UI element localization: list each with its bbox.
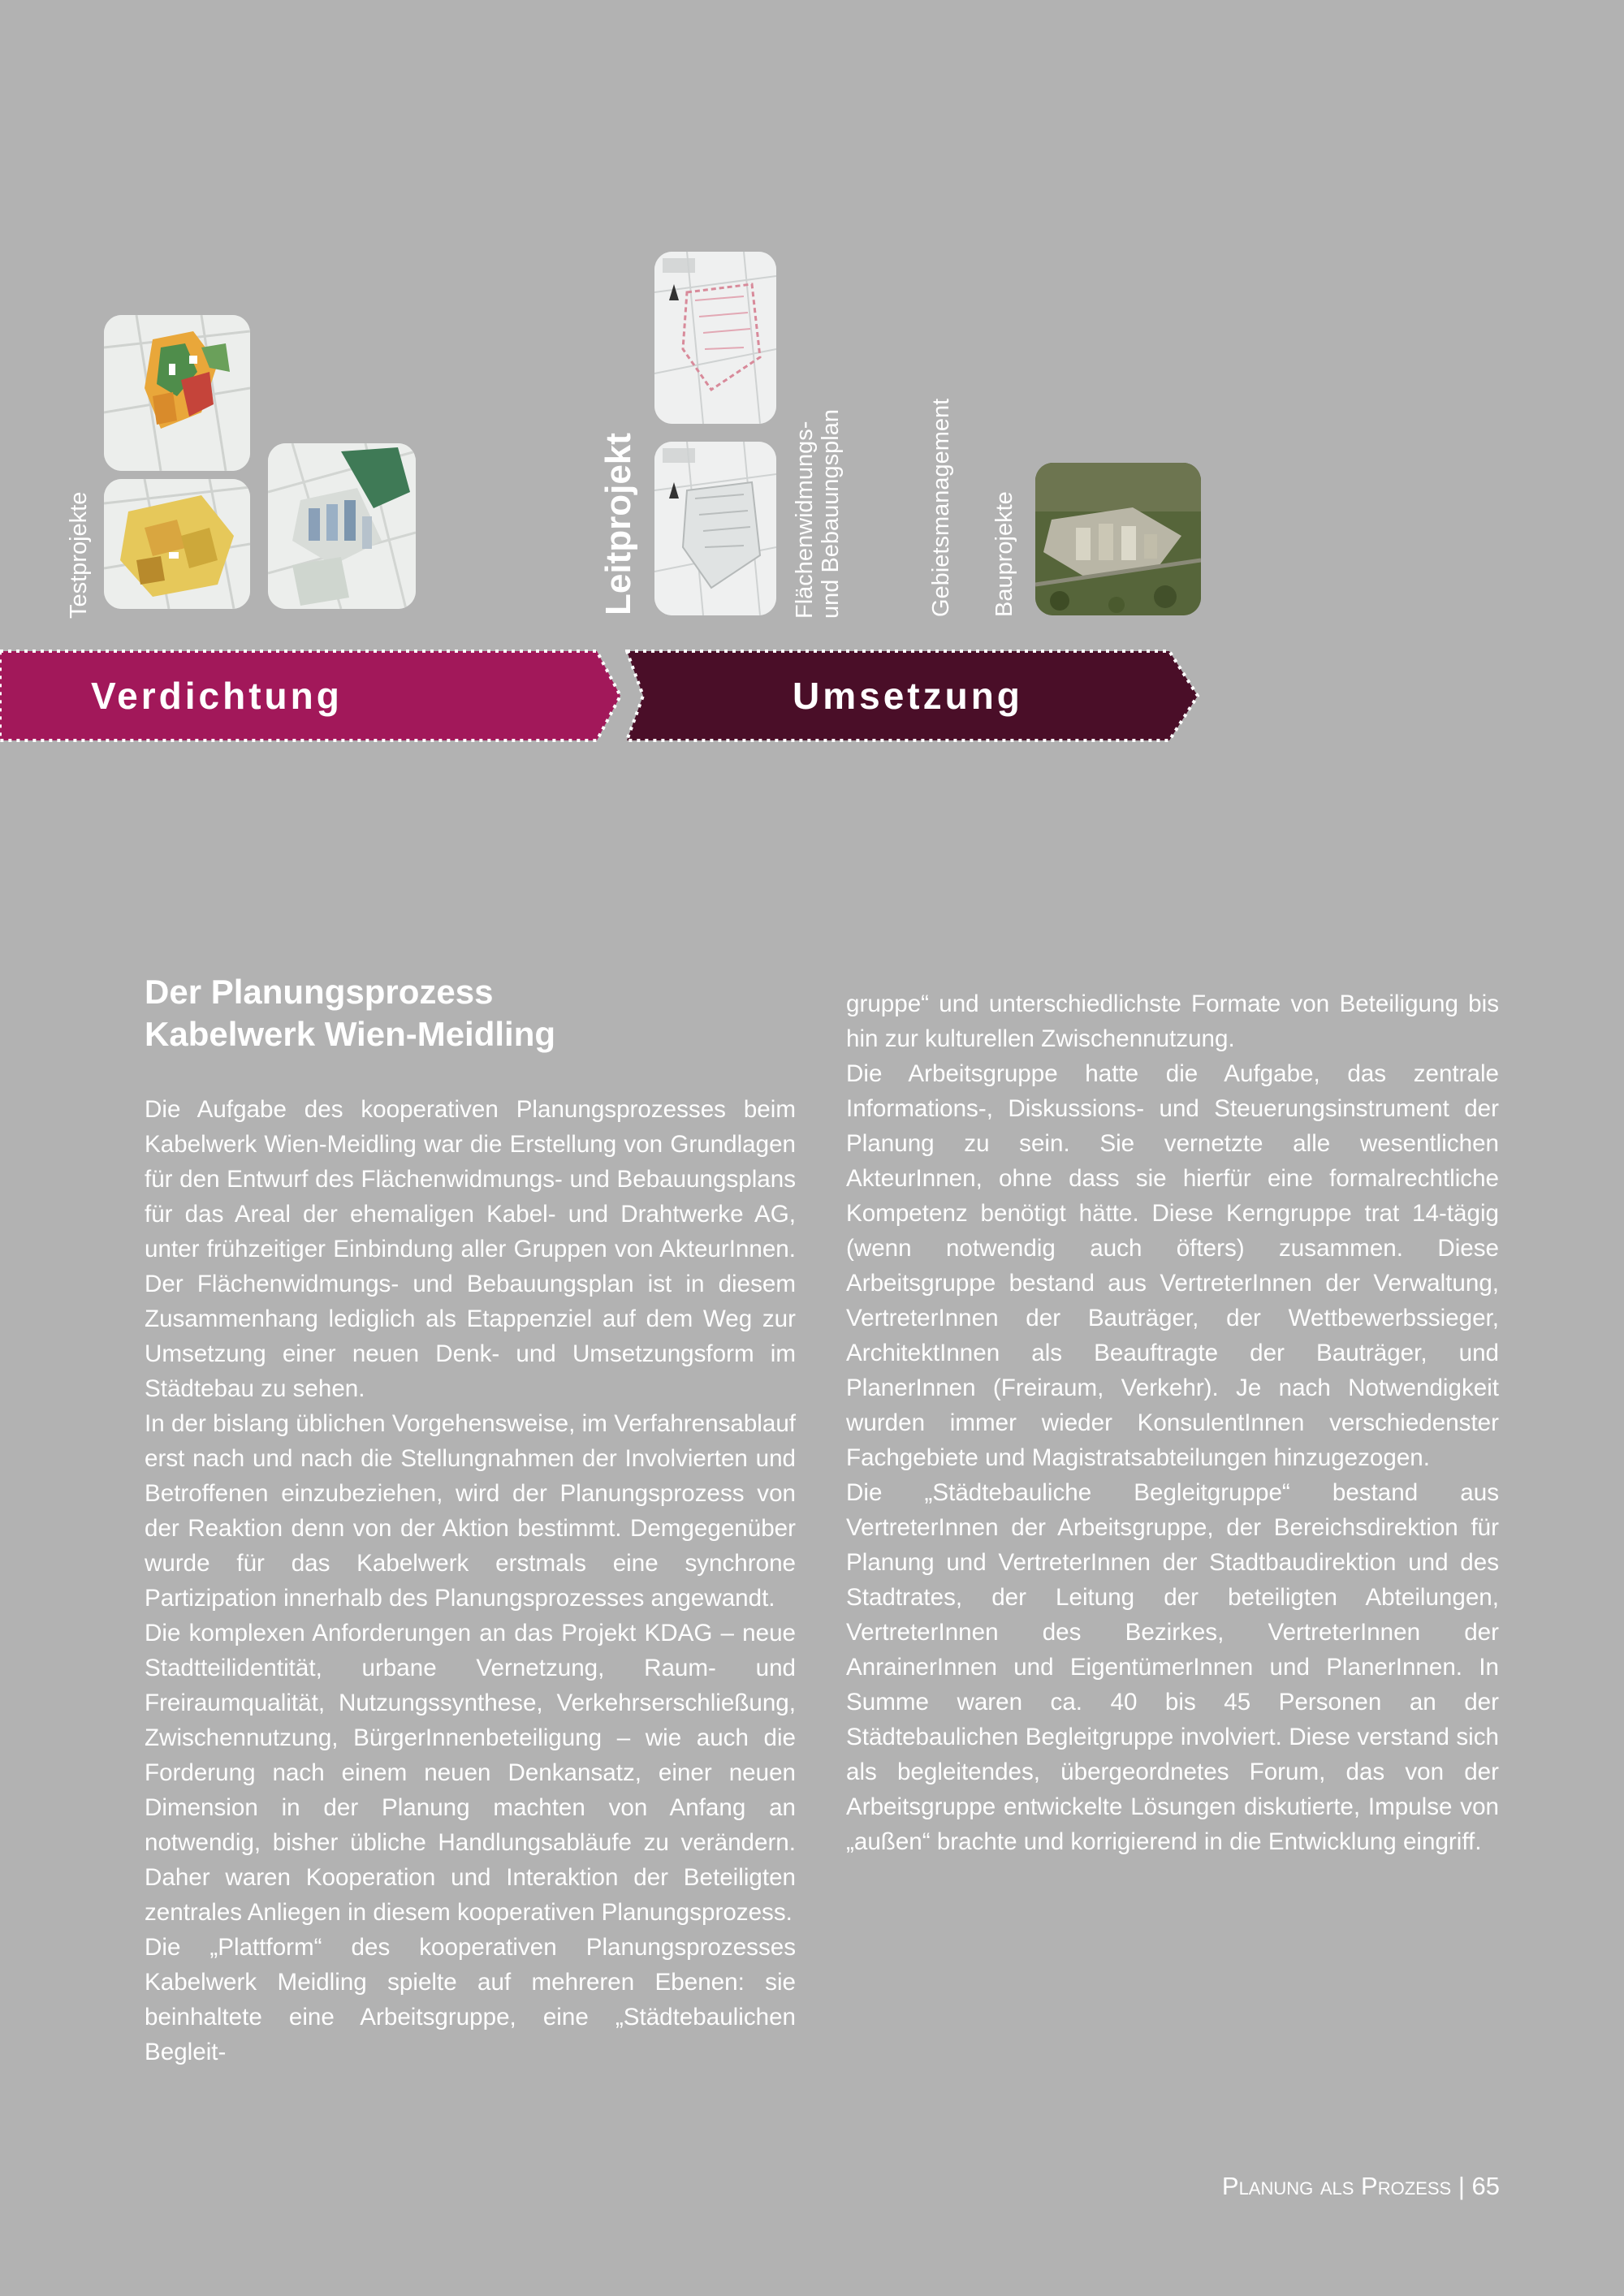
paragraph: Die „Städtebauliche Begleitgruppe“ bestand aus VertreterInnen der Arbeitsgruppe, der Bereichsdirektion für Planung und VertreterInnen der Stadtbaudirektion und des Stadtrates, der Leitung der beteiligten Abteilungen, VertreterInnen des Bezirkes, VertreterInnen der AnrainerInnen und EigentümerInnen und PlanerInnen. In Summe waren ca. 40 bis 45 Personen an der Städtebaulichen Begleitgruppe involviert. Diese verstand sich als begleitendes, übergeordnetes Forum, das von der Arbeitsgruppe entwickelte Lösungen diskutierte, Impulse von „außen“ brachte und korrigierend in die Entwicklung eingriff. [846,1479,1499,1855]
article-title [145,971,555,1055]
paragraph: In der bislang üblichen Vorgehensweise, im Verfahrensablauf erst nach und nach die Stellungnahmen der Involvierten und Betroffenen einzubeziehen, wird der Planungsprozess von der Reaktion denn von der Aktion bestimmt. Demgegenüber wurde für das Kabelwerk erstmals eine synchrone Partizipation innerhalb des Planungsprozesses angewandt. [145,1410,796,1612]
paragraph: gruppe“ und unterschiedlichste Formate von Beteiligung bis hin zur kulturellen Zwischennutzung. [846,990,1499,1052]
leitprojekt-plan-1 [654,252,776,424]
paragraph: Die komplexen Anforderungen an das Projekt KDAG – neue Stadtteilidentität, urbane Vernetzung, Raum- und Freiraumqualität, Nutzungssynthese, Verkehrserschließung, Zwischennutzung, BürgerInnenbeteiligung – wie auch die Forderung nach einem neuen Denkansatz, einer neuen Dimension in der Planung machten von Anfang an notwendig, bisher übliche Handlungsabläufe zu verändern. Daher waren Kooperation und Interaktion der Beteiligten zentrales Anliegen in diesem kooperativen Planungsprozess. [145,1620,796,1926]
label-flaechenwidmung-line1: Flächenwidmungs- [792,421,818,619]
article-title-line2: Kabelwerk Wien-Meidling [145,1015,556,1053]
paragraph: Die „Plattform“ des kooperativen Planungsprozesses Kabelwerk Meidling spielte auf mehreren Ebenen: sie beinhaltete eine Arbeitsgruppe, eine „Städtebaulichen Begleit- [145,1934,796,2065]
page-number: 65 [1471,2172,1500,2200]
phase-label-umsetzung: Umsetzung [793,675,1023,717]
footer-section-title: Planung als Prozess [1221,2172,1452,2200]
phase-label-verdichtung: Verdichtung [91,675,343,717]
article-title-line1: Der Planungsprozess [145,973,494,1011]
testprojekt-map-2 [104,479,250,609]
label-flaechenwidmung [793,409,844,619]
article-left-column [145,1092,796,2069]
footer-separator: | [1458,2172,1465,2200]
page-footer [1222,2172,1500,2201]
label-bauprojekte: Bauprojekte [991,491,1017,617]
label-gebietsmanagement: Gebietsmanagement [928,398,954,617]
article-right-column [846,986,1499,1859]
label-leitprojekt: Leitprojekt [598,433,638,615]
leitprojekt-plan-2 [654,442,776,615]
paragraph: Die Arbeitsgruppe hatte die Aufgabe, das zentrale Informations-, Diskussions- und Steuerungsinstrument der Planung zu sein. Sie vernetzte alle wesentlichen AkteurInnen, ohne dass sie hierfür eine formalrechtliche Kompetenz benötigt hätte. Diese Kerngruppe trat 14-tägig (wenn notwendig auch öfters) zusammen. Diese Arbeitsgruppe bestand aus VertreterInnen der Verwaltung, VertreterInnen der Bauträger, der Wettbewerbssieger, ArchitektInnen als Beauftragte der Bauträger, und PlanerInnen (Freiraum, Verkehr). Je nach Notwendigkeit wurden immer wieder KonsulentInnen verschiedenster Fachgebiete und Magistratsabteilungen hinzugezogen. [846,1060,1499,1471]
testprojekt-map-3 [268,443,416,609]
bauprojekte-aerial-photo [1035,463,1201,615]
paragraph: Die Aufgabe des kooperativen Planungsprozesses beim Kabelwerk Wien-Meidling war die Erstellung von Grundlagen für den Entwurf des Flächenwidmungs- und Bebauungsplans für das Areal der ehemaligen Kabel- und Drahtwerke AG, unter frühzeitiger Einbindung aller Gruppen von AkteurInnen. Der Flächenwidmungs- und Bebauungsplan ist in diesem Zusammenhang lediglich als Etappenziel auf dem Weg zur Umsetzung einer neuen Denk- und Umsetzungsform im Städtebau zu sehen. [145,1096,796,1402]
label-testprojekte: Testprojekte [66,491,92,619]
label-flaechenwidmung-line2: und Bebauungsplan [817,408,844,619]
testprojekt-map-1 [104,315,250,471]
